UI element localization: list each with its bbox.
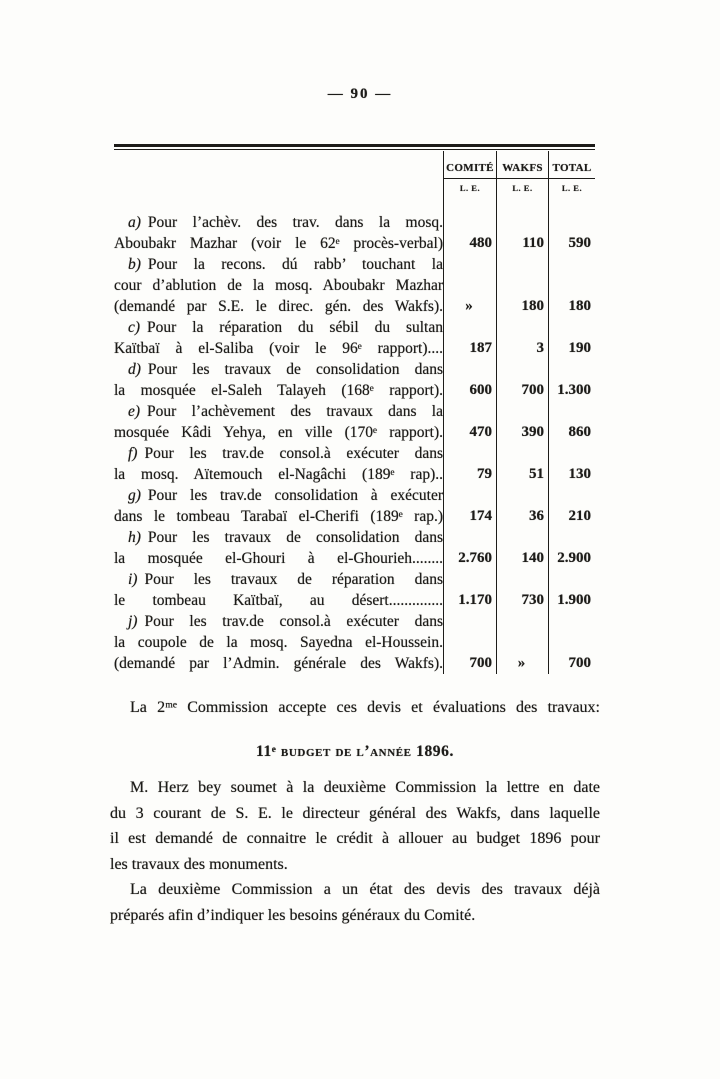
comite-value: 1.170: [444, 569, 497, 611]
wakfs-unit: L. E.: [512, 183, 533, 193]
description-line: [114, 569, 443, 590]
paragraph-line: M. Herz bey soumet à la deuxième Commission la lettre en date: [130, 779, 600, 796]
item-letter: f): [128, 445, 138, 462]
column-header-wakfs: [497, 151, 549, 212]
total-value: 130: [568, 466, 591, 482]
paragraph-line: du 3 courant de S. E. le directeur général des Wakfs, dans laquelle: [110, 804, 600, 822]
comite-unit: L. E.: [459, 183, 481, 193]
paragraph-line: il est demandé de connaitre le crédit à allouer au budget 1896 pour: [110, 830, 600, 847]
item-letter: b): [128, 256, 141, 273]
table-row-i: [114, 569, 595, 611]
description-line: [114, 317, 443, 338]
section-heading-budget-1896: 11ᵉ budget de l’année 1896.: [256, 743, 454, 760]
row-description: [114, 527, 444, 569]
item-letter: c): [128, 319, 141, 336]
header-description-spacer: [114, 151, 444, 212]
budget-table: [114, 151, 595, 674]
row-description: [114, 611, 444, 674]
description-text: Pour la recons. dú rabb’ touchant la: [147, 256, 443, 273]
description-line: [114, 443, 443, 464]
description-line: Aboubakr Mazhar (voir le 62ᵉ procès-verbal): [114, 235, 443, 252]
comite-value: 174: [444, 485, 497, 527]
row-description: [114, 317, 444, 359]
description-line: la coupole de la mosq. Sayedna el-Houssein.: [114, 634, 443, 651]
description-text: Pour l’achèvement des travaux dans la: [147, 403, 443, 420]
row-description: [114, 212, 444, 254]
table-row-c: [114, 317, 595, 359]
rule-thick-line: [114, 144, 595, 147]
description-line: la mosq. Aïtemouch el-Nagâchi (189ᵉ rap)..: [114, 466, 443, 483]
item-letter: j): [128, 613, 138, 630]
wakfs-value: 110: [497, 212, 549, 254]
description-text: Pour les trav.de consol.à exécuter dans: [144, 613, 443, 630]
table-row-h: [114, 527, 595, 569]
total-unit: L. E.: [561, 183, 583, 193]
total-value: 190: [568, 340, 591, 356]
comite-label: COMITÉ: [444, 162, 496, 179]
wakfs-value: 36: [497, 485, 549, 527]
description-line: la mosquée el-Saleh Talayeh (168ᵉ rapport).: [114, 382, 443, 399]
description-line: le tombeau Kaïtbaï, au désert..............: [114, 592, 443, 609]
description-line: (demandé par l’Admin. générale des Wakfs).: [114, 655, 443, 672]
wakfs-value: 51: [497, 443, 549, 485]
total-value: 180: [568, 298, 591, 314]
column-header-comite: [444, 151, 497, 212]
wakfs-value: 390: [497, 401, 549, 443]
row-description: [114, 254, 444, 317]
row-description: [114, 569, 444, 611]
description-line: [114, 611, 443, 632]
total-value: 590: [568, 235, 591, 251]
wakfs-value: 140: [497, 527, 549, 569]
description-text: Pour les trav.de consolidation à exécuter: [147, 487, 443, 504]
comite-value: 2.760: [444, 527, 497, 569]
total-value: 700: [568, 655, 591, 671]
row-description: [114, 443, 444, 485]
table-row-g: [114, 485, 595, 527]
paragraph-herz-letter: [110, 775, 600, 877]
description-text: Pour les trav.de consol.à exécuter dans: [144, 445, 443, 462]
total-value: 1.900: [557, 592, 591, 608]
total-value: 860: [568, 424, 591, 440]
paragraph-line: La deuxième Commission a un état des devis des travaux déjà: [130, 881, 600, 898]
description-line: [114, 401, 443, 422]
wakfs-value: 3: [497, 317, 549, 359]
item-letter: a): [128, 214, 141, 231]
table-header-row: [114, 151, 595, 212]
table-row-b: [114, 254, 595, 317]
table-top-double-rule: [114, 144, 595, 150]
column-header-total: [549, 151, 595, 212]
comite-value: 700: [444, 611, 497, 674]
description-line: [114, 485, 443, 506]
comite-value: 187: [444, 317, 497, 359]
body-text: [110, 697, 600, 928]
item-letter: e): [128, 403, 141, 420]
total-value: 2.900: [557, 550, 591, 566]
wakfs-label: WAKFS: [497, 162, 548, 179]
rule-thin-line: [114, 149, 595, 150]
paragraph-line: les travaux des monuments.: [110, 855, 288, 873]
comite-value: 600: [444, 359, 497, 401]
description-line: [114, 212, 443, 233]
description-line: [114, 359, 443, 380]
description-line: la mosquée el-Ghouri à el-Ghourieh........: [114, 550, 443, 567]
page-number: — 90 —: [327, 86, 393, 102]
description-text: Pour la réparation du sébil du sultan: [147, 319, 443, 336]
description-text: Pour les travaux de réparation dans: [144, 571, 443, 588]
total-value: 1.300: [557, 382, 591, 398]
paragraph-commission-state: [110, 877, 600, 928]
total-value: 210: [568, 508, 591, 524]
description-line: Kaïtbaï à el-Saliba (voir le 96ᵉ rapport)....: [114, 340, 443, 357]
table-row-f: [114, 443, 595, 485]
description-line: [114, 254, 443, 275]
wakfs-value: 180: [497, 254, 549, 317]
item-letter: d): [128, 361, 141, 378]
item-letter: h): [128, 529, 141, 546]
comite-value: 480: [444, 212, 497, 254]
description-line: mosquée Kâdi Yehya, en ville (170ᵉ rapport).: [114, 424, 443, 441]
description-line: (demandé par S.E. le direc. gén. des Wakfs).: [114, 298, 443, 315]
description-text: Pour les travaux de consolidation dans: [147, 361, 443, 378]
table-row-a: [114, 212, 595, 254]
row-description: [114, 485, 444, 527]
table-row-j: [114, 611, 595, 674]
description-text: Pour les travaux de consolidation dans: [147, 529, 443, 546]
row-description: [114, 401, 444, 443]
wakfs-value: 730: [497, 569, 549, 611]
row-description: [114, 359, 444, 401]
comite-value: 470: [444, 401, 497, 443]
comite-value: 79: [444, 443, 497, 485]
item-letter: i): [128, 571, 138, 588]
description-line: [114, 527, 443, 548]
total-label: TOTAL: [549, 162, 595, 179]
description-text: Pour l’achèv. des trav. dans la mosq.: [147, 214, 443, 231]
table-row-e: [114, 401, 595, 443]
wakfs-value: »: [497, 611, 549, 674]
comite-value: »: [444, 254, 497, 317]
commission-acceptance-line: La 2ᵐᵉ Commission accepte ces devis et évaluations des travaux:: [130, 699, 600, 716]
table-row-d: [114, 359, 595, 401]
description-line: dans le tombeau Tarabaï el-Cherifi (189ᵉ rap.): [114, 508, 443, 525]
item-letter: g): [128, 487, 141, 504]
wakfs-value: 700: [497, 359, 549, 401]
paragraph-line: préparés afin d’indiquer les besoins généraux du Comité.: [110, 906, 476, 924]
description-line: cour d’ablution de la mosq. Aboubakr Mazhar: [114, 277, 443, 294]
